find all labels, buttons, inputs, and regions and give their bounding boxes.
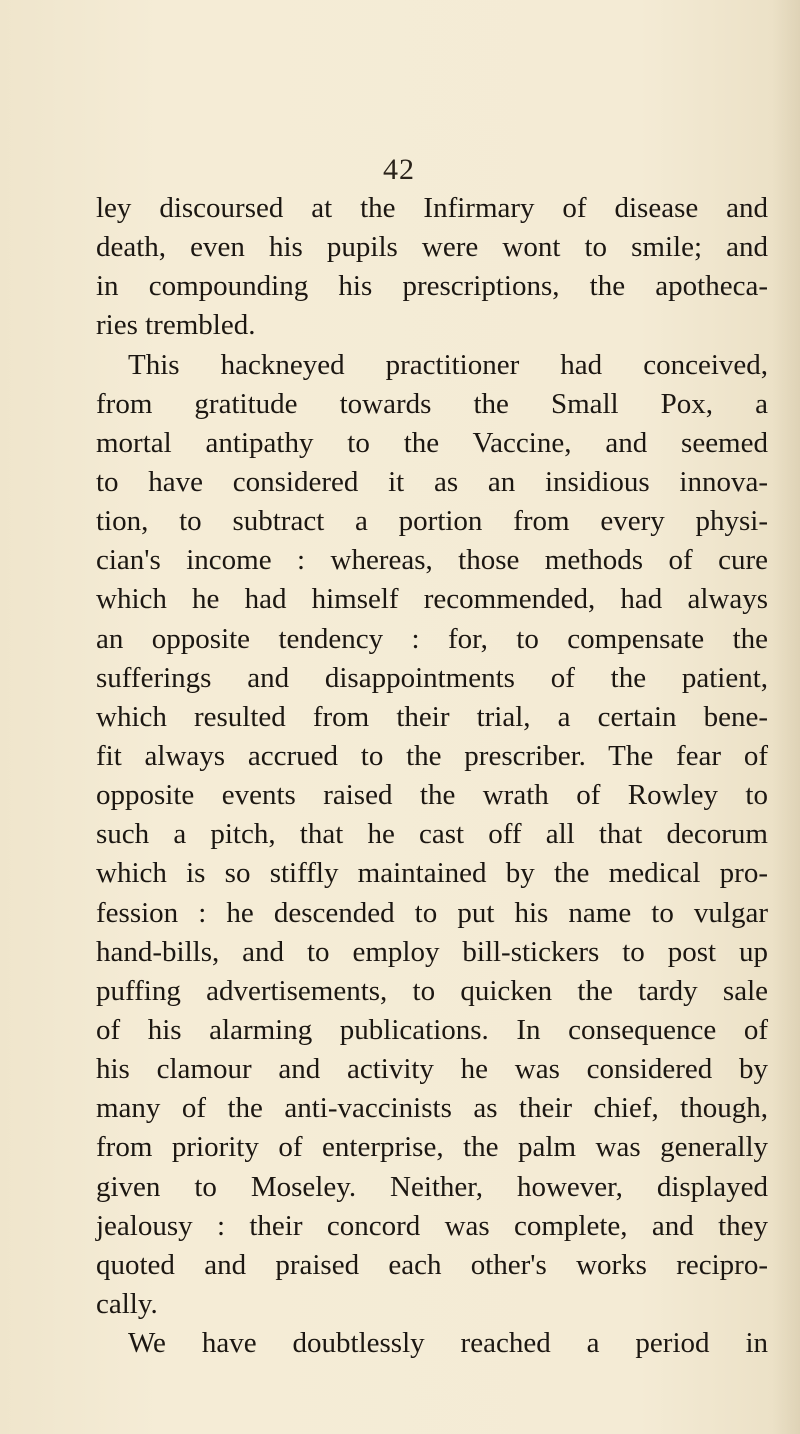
page-edge-shadow [772,0,800,1434]
text-line: ries trembled. [96,309,256,342]
text-line: in compounding his prescriptions, the apotheca- [96,270,768,303]
text-line: fit always accrued to the prescriber. The fear of [96,739,768,772]
text-line: death, even his pupils were wont to smile; and [96,231,768,264]
text-line: puffing advertisements, to quicken the tardy sale [96,974,768,1007]
text-line: which is so stiffly maintained by the medical pro- [96,857,768,890]
text-line: his clamour and activity he was considered by [96,1053,768,1086]
text-line: quoted and praised each other's works recipro- [96,1248,768,1281]
text-line: fession : he descended to put his name to vulgar [96,896,768,929]
text-line: sufferings and disappointments of the patient, [96,661,768,694]
text-line: many of the anti-vaccinists as their chief, though, [96,1092,768,1125]
text-line: from priority of enterprise, the palm was generally [96,1131,768,1164]
text-line: which he had himself recommended, had always [96,583,768,616]
text-line: This hackneyed practitioner had conceived, [128,348,768,381]
text-line: tion, to subtract a portion from every physi- [96,505,768,538]
text-line: opposite events raised the wrath of Rowley to [96,779,768,812]
text-line: to have considered it as an insidious innova- [96,465,768,498]
text-line: from gratitude towards the Small Pox, a [96,387,768,420]
text-line: hand-bills, and to employ bill-stickers to post up [96,935,768,968]
text-line: cally. [96,1287,158,1320]
text-line: of his alarming publications. In consequence of [96,1013,768,1046]
text-line: mortal antipathy to the Vaccine, and seemed [96,426,768,459]
body-text [96,189,768,1363]
page-number: 42 [383,153,415,186]
text-line: cian's income : whereas, those methods of cure [96,544,768,577]
text-line: ley discoursed at the Infirmary of disease and [96,192,768,224]
text-line: such a pitch, that he cast off all that decorum [96,818,768,851]
text-line: which resulted from their trial, a certain bene- [96,700,768,733]
text-line: jealousy : their concord was complete, and they [96,1209,768,1242]
text-line: an opposite tendency : for, to compensate the [96,622,768,655]
text-line: given to Moseley. Neither, however, displayed [96,1170,768,1203]
text-line: We have doubtlessly reached a period in [128,1327,768,1360]
